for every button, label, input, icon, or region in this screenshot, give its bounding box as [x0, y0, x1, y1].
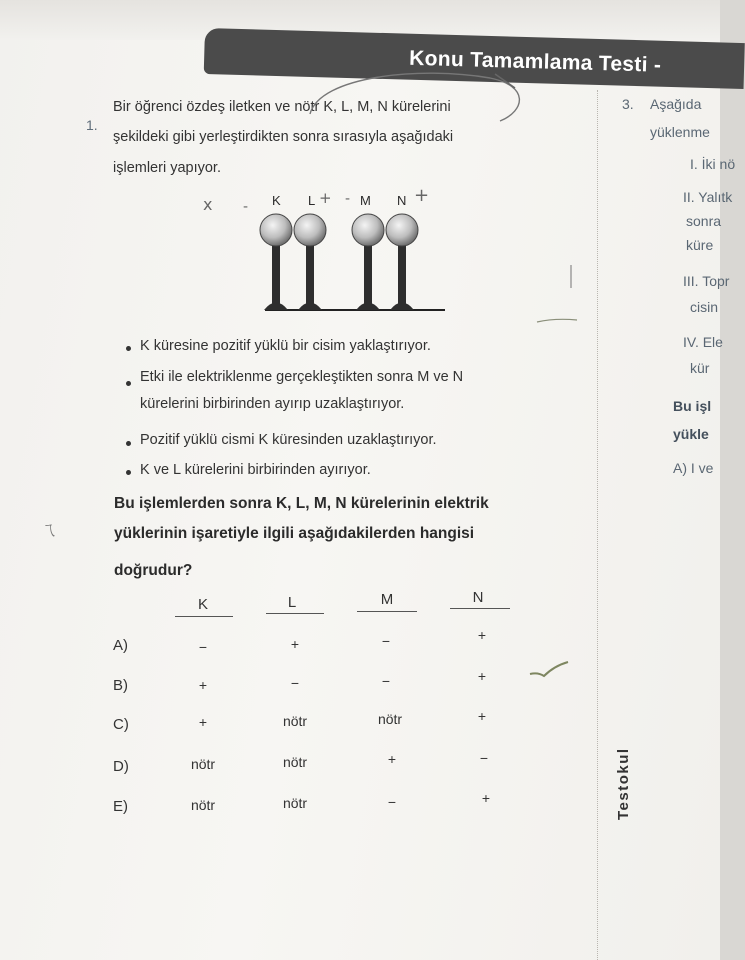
q3-line: kür: [690, 360, 710, 376]
margin-mark: ㄟ: [40, 520, 58, 541]
column-underline: [266, 613, 324, 614]
cell-l: −: [290, 675, 300, 691]
handwritten-plus-n: +: [414, 185, 430, 206]
sphere-figure: [200, 185, 440, 320]
column-underline: [450, 608, 510, 609]
option-label: B): [113, 677, 128, 694]
handwritten-plus-l: +: [319, 189, 332, 207]
cell-k: nötr: [190, 756, 216, 772]
pencil-mark: [535, 260, 580, 330]
q3-line: sonra: [686, 213, 722, 229]
prompt-line-2: yüklerinin işaretiyle ilgili aşağıdakilerden hangisi: [114, 525, 475, 542]
cell-n: +: [481, 790, 491, 806]
handwritten-minus-m: -: [345, 191, 351, 207]
q3-bold-line: Bu işl: [673, 398, 712, 414]
column-header-m: M: [380, 591, 394, 608]
intro-line-1: Bir öğrenci özdeş iletken ve nötr K, L, M, N kürelerini: [113, 99, 451, 115]
testokul-logo: Testokul: [615, 747, 632, 820]
sphere-l: [294, 214, 326, 310]
step-bullet: [126, 470, 131, 475]
option-label: C): [113, 716, 129, 733]
cell-n: −: [479, 750, 489, 766]
cell-m: −: [387, 794, 397, 810]
option-label: E): [113, 798, 128, 815]
q3-answer-a: A) I ve: [673, 460, 714, 476]
handwritten-x: x: [203, 195, 213, 214]
cell-k: −: [198, 639, 208, 655]
sphere-n: [386, 214, 418, 310]
column-header-l: L: [287, 594, 297, 611]
column-underline: [357, 611, 417, 612]
intro-line-3: işlemleri yapıyor.: [113, 160, 221, 176]
cell-l: nötr: [282, 795, 308, 811]
column-divider: [597, 90, 598, 960]
cell-m: −: [381, 673, 391, 689]
checkmark-icon: [528, 658, 570, 682]
cell-n: +: [477, 708, 487, 724]
q3-line: I. İki nö: [690, 156, 736, 172]
question-3-number: 3.: [622, 96, 634, 112]
label-n: N: [397, 193, 407, 208]
q3-line: III. Topr: [683, 273, 730, 289]
q3-line: Aşağıda: [650, 96, 702, 112]
cell-n: +: [477, 668, 487, 684]
step-bullet: [126, 381, 131, 386]
cell-k: +: [198, 714, 208, 730]
q3-line: yüklenme: [650, 124, 710, 140]
cell-m: +: [387, 751, 397, 767]
prompt-line-3: doğrudur?: [114, 562, 193, 579]
label-m: M: [360, 193, 371, 208]
step-bullet: [126, 346, 131, 351]
cell-m: −: [381, 633, 391, 649]
handwritten-minus-k: -: [243, 199, 249, 215]
cell-k: nötr: [190, 797, 216, 813]
option-label: D): [113, 758, 129, 775]
header-title: Konu Tamamlama Testi -: [408, 46, 662, 77]
question-number: 1.: [86, 117, 98, 133]
label-l: L: [308, 193, 316, 208]
cell-l: nötr: [282, 754, 308, 770]
q3-line: IV. Ele: [683, 334, 723, 350]
cell-l: nötr: [282, 713, 308, 729]
cell-n: +: [477, 627, 487, 643]
step-3: Pozitif yüklü cismi K küresinden uzaklaştırıyor.: [140, 432, 437, 448]
step-1: K küresine pozitif yüklü bir cisim yaklaştırıyor.: [140, 338, 431, 354]
step-2-line-1: Etki ile elektriklenme gerçekleştikten sonra M ve N: [140, 369, 464, 385]
q3-bold-line: yükle: [673, 426, 709, 442]
cell-l: +: [290, 636, 300, 652]
option-label: A): [113, 637, 128, 654]
sphere-k: [260, 214, 292, 310]
step-4: K ve L kürelerini birbirinden ayırıyor.: [140, 462, 371, 478]
handwritten-circle: [300, 66, 530, 136]
column-header-n: N: [472, 589, 484, 606]
q3-line: cisin: [690, 299, 719, 315]
sphere-m: [352, 214, 384, 310]
q3-line: küre: [686, 237, 714, 253]
label-k: K: [272, 193, 281, 208]
column-header-k: K: [197, 596, 208, 613]
prompt-line-1: Bu işlemlerden sonra K, L, M, N kürelerinin elektrik: [114, 495, 489, 512]
step-bullet: [126, 441, 131, 446]
cell-k: +: [198, 677, 208, 693]
q3-line: II. Yalıtk: [683, 189, 733, 205]
step-2-line-2: kürelerini birbirinden ayırıp uzaklaştırıyor.: [140, 396, 405, 412]
intro-line-2: şekildeki gibi yerleştirdikten sonra sırasıyla aşağıdaki: [113, 129, 454, 145]
cell-m: nötr: [377, 711, 403, 727]
column-underline: [175, 616, 233, 617]
